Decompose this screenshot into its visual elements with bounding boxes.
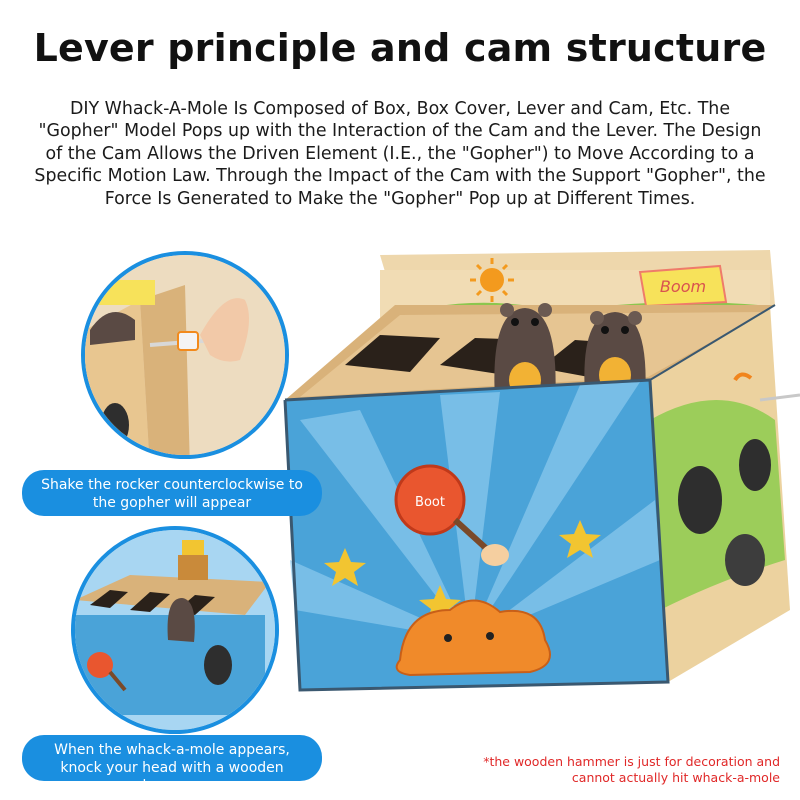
decoration-note: *the wooden hammer is just for decoration and cannot actually hit whack-a-mole [483,754,780,785]
whack-a-mole-box [285,250,800,690]
hammer-callout: When the whack-a-mole appears, knock your head with a wooden hammer [22,735,322,781]
boom-label: Boom [659,277,707,296]
hammer-inset [73,528,285,732]
product-description: DIY Whack-A-Mole Is Composed of Box, Box Cover, Lever and Cam, Etc. The "Gopher" Model Pops up with the Interaction of the Cam and the Lever. The Design of the Cam Allows the Driven Element (I.E., the "Gopher") to Move According to a Specific Motion Law. Through the Impact of the Cam with the Support "Gopher", the Force Is Generated to Make the "Gopher" Pop up at Different Times. [34,99,766,209]
page-title: Lever principle and cam structure [33,26,767,70]
rocker-callout: Shake the rocker counterclockwise to the gopher will appear [22,470,322,516]
hammer-label: Boot [415,495,445,510]
rocker-inset [83,253,287,470]
